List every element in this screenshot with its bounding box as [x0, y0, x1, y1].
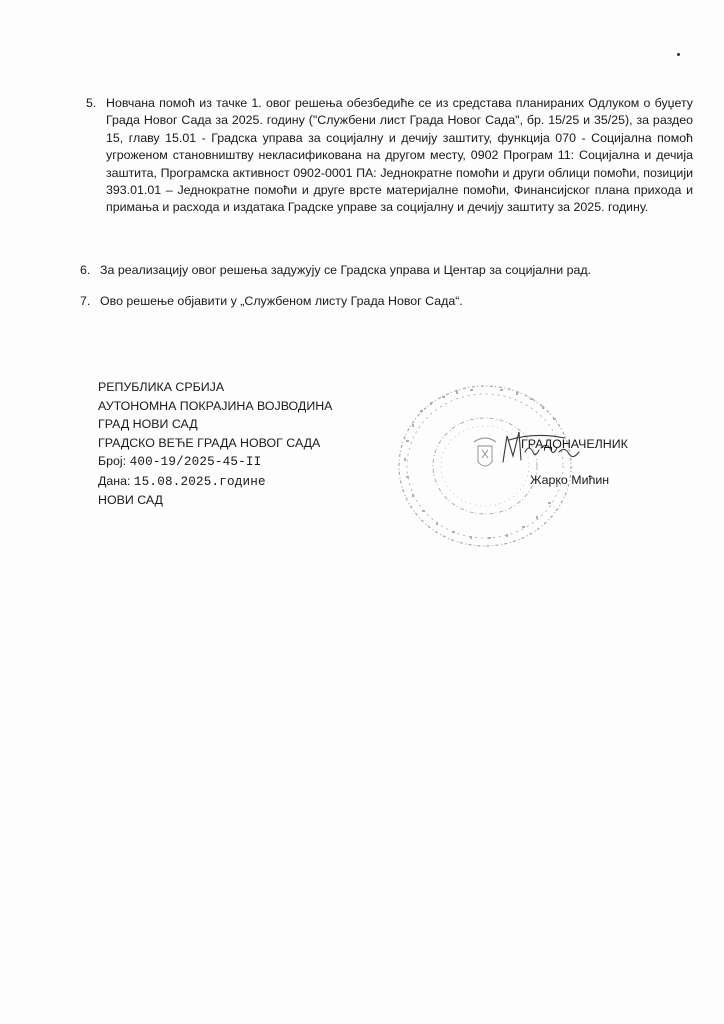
- list-item-5: [86, 95, 694, 245]
- item-number: 7.: [80, 294, 91, 308]
- coat-of-arms-icon: [474, 438, 496, 466]
- scan-speck: [677, 53, 680, 56]
- signatory-name: Жарко Мићин: [530, 473, 610, 487]
- item-text: За реализацију овог решења задужују се Градска управа и Центар за социјални рад.: [100, 263, 592, 277]
- list-item-6: [80, 262, 640, 282]
- issuer-council: ГРАДСКО ВЕЋЕ ГРАДА НОВОГ САДА: [98, 435, 321, 450]
- list-item-7: [80, 293, 640, 313]
- number-label: Број:: [98, 454, 127, 468]
- date-value: 15.08.2025.године: [133, 474, 266, 489]
- item-text: Ово решење објавити у „Службеном листу Града Новог Сада“.: [100, 294, 463, 308]
- document-date: [98, 472, 332, 492]
- issuer-city: ГРАД НОВИ САД: [98, 417, 198, 431]
- issuer-province: АУТОНОМНА ПОКРАЈИНА ВОЈВОДИНА: [98, 398, 333, 413]
- item-number: 6.: [80, 263, 91, 277]
- date-label: Дана:: [98, 473, 131, 488]
- issuer-block: [98, 378, 332, 510]
- number-value: 400-19/2025-45-II: [129, 455, 262, 469]
- document-number: [98, 452, 332, 472]
- item-number: 5.: [86, 96, 97, 110]
- issuer-country: РЕПУБЛИКА СРБИЈА: [98, 380, 225, 394]
- signatory-title: ГРАДОНАЧЕЛНИК: [521, 437, 628, 451]
- item-text: Новчана помоћ из тачке 1. овог решења обезбедиће се из средстава планираних Одлуком о буџету Града Новог Сада за 2025. годину ("Службени лист Града Новог Сада", бр. 15/25 и 35/25), за раздео 15, главу 15.01 - Градска управа за социјалну и дечију заштиту, функција 070 - Социјална помоћ угроженом становништву некласификована на другом месту, 0902 Програм 11: Социјална и дечија заштита, Програмска активност 0902-0001 ПА: Једнократне помоћи и други облици помоћи, позицији 393.01.01 – Једнократне помоћи и друге врсте материјалне помоћи, Финансијског плана прихода и примања и расхода и издатака Градске управе за социјалну и дечију заштиту за 2025. годину.: [106, 96, 693, 215]
- issuer-place: НОВИ САД: [98, 493, 163, 507]
